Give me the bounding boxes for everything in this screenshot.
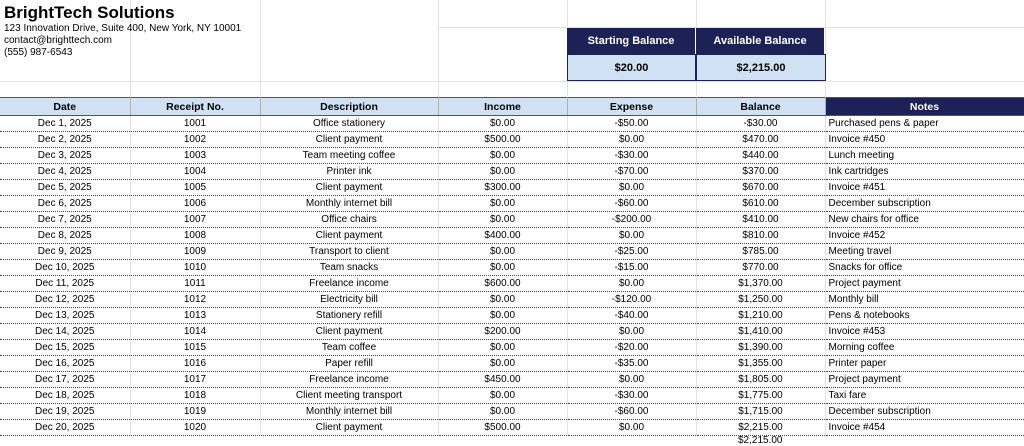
receipt-cell[interactable]: 1014 bbox=[130, 324, 260, 340]
date-cell[interactable]: Dec 19, 2025 bbox=[0, 404, 130, 420]
available-balance-value[interactable]: $2,215.00 bbox=[696, 54, 826, 81]
income-cell[interactable]: $0.00 bbox=[438, 292, 567, 308]
balance-cell[interactable]: $370.00 bbox=[696, 164, 825, 180]
receipt-cell[interactable]: 1018 bbox=[130, 388, 260, 404]
description-cell[interactable]: Office chairs bbox=[260, 212, 438, 228]
description-cell[interactable]: Client payment bbox=[260, 324, 438, 340]
table-row bbox=[0, 324, 1024, 340]
table-row bbox=[0, 292, 1024, 308]
notes-cell[interactable]: Printer paper bbox=[825, 356, 1024, 372]
income-cell[interactable]: $0.00 bbox=[438, 196, 567, 212]
notes-cell[interactable]: Invoice #451 bbox=[825, 180, 1024, 196]
receipt-cell[interactable]: 1013 bbox=[130, 308, 260, 324]
balance-cell[interactable]: $1,775.00 bbox=[696, 388, 825, 404]
notes-cell[interactable]: Snacks for office bbox=[825, 260, 1024, 276]
date-cell[interactable]: Dec 5, 2025 bbox=[0, 180, 130, 196]
income-cell[interactable]: $0.00 bbox=[438, 308, 567, 324]
column-header-balance[interactable]: Balance bbox=[696, 98, 825, 116]
table-row bbox=[0, 372, 1024, 388]
notes-cell[interactable]: December subscription bbox=[825, 404, 1024, 420]
income-cell[interactable]: $0.00 bbox=[438, 404, 567, 420]
column-header-income[interactable]: Income bbox=[438, 98, 567, 116]
description-cell[interactable]: Paper refill bbox=[260, 356, 438, 372]
date-cell[interactable]: Dec 3, 2025 bbox=[0, 148, 130, 164]
table-row bbox=[0, 404, 1024, 420]
table-row bbox=[0, 196, 1024, 212]
receipt-cell[interactable]: 1008 bbox=[130, 228, 260, 244]
date-cell[interactable]: Dec 6, 2025 bbox=[0, 196, 130, 212]
grid-line bbox=[825, 0, 826, 97]
balance-cell[interactable]: $1,250.00 bbox=[696, 292, 825, 308]
receipt-cell[interactable]: 1006 bbox=[130, 196, 260, 212]
income-cell[interactable]: $500.00 bbox=[438, 420, 567, 436]
expense-cell[interactable]: -$25.00 bbox=[567, 244, 696, 260]
balance-cell[interactable]: $670.00 bbox=[696, 180, 825, 196]
table-row bbox=[0, 260, 1024, 276]
income-cell[interactable]: $400.00 bbox=[438, 228, 567, 244]
balance-cell[interactable]: $785.00 bbox=[696, 244, 825, 260]
receipt-cell[interactable]: 1016 bbox=[130, 356, 260, 372]
table-row bbox=[0, 340, 1024, 356]
date-cell[interactable]: Dec 10, 2025 bbox=[0, 260, 130, 276]
date-cell[interactable]: Dec 1, 2025 bbox=[0, 116, 130, 132]
income-cell[interactable]: $0.00 bbox=[438, 212, 567, 228]
balance-cell[interactable]: $1,715.00 bbox=[696, 404, 825, 420]
income-cell[interactable]: $300.00 bbox=[438, 180, 567, 196]
expense-cell[interactable]: -$60.00 bbox=[567, 196, 696, 212]
table-row bbox=[0, 308, 1024, 324]
description-cell[interactable]: Client meeting transport bbox=[260, 388, 438, 404]
expense-cell[interactable]: $0.00 bbox=[567, 132, 696, 148]
receipt-cell[interactable]: 1010 bbox=[130, 260, 260, 276]
description-cell[interactable]: Team snacks bbox=[260, 260, 438, 276]
expense-cell[interactable]: -$120.00 bbox=[567, 292, 696, 308]
table-row bbox=[0, 212, 1024, 228]
receipt-cell[interactable]: 1011 bbox=[130, 276, 260, 292]
description-cell[interactable]: Office stationery bbox=[260, 116, 438, 132]
receipt-cell[interactable]: 1015 bbox=[130, 340, 260, 356]
table-row bbox=[0, 164, 1024, 180]
expense-cell[interactable]: $0.00 bbox=[567, 180, 696, 196]
expense-cell[interactable]: -$30.00 bbox=[567, 388, 696, 404]
balance-cell[interactable]: -$30.00 bbox=[696, 116, 825, 132]
income-cell[interactable]: $0.00 bbox=[438, 388, 567, 404]
income-cell[interactable]: $0.00 bbox=[438, 340, 567, 356]
notes-cell[interactable]: Invoice #454 bbox=[825, 420, 1024, 436]
date-cell[interactable]: Dec 11, 2025 bbox=[0, 276, 130, 292]
notes-cell[interactable]: December subscription bbox=[825, 196, 1024, 212]
balance-cell[interactable]: $1,355.00 bbox=[696, 356, 825, 372]
available-balance-label[interactable]: Available Balance bbox=[696, 28, 825, 54]
receipt-cell[interactable]: 1017 bbox=[130, 372, 260, 388]
company-email[interactable]: contact@brighttech.com bbox=[4, 35, 112, 46]
date-cell[interactable]: Dec 4, 2025 bbox=[0, 164, 130, 180]
date-cell[interactable]: Dec 20, 2025 bbox=[0, 420, 130, 436]
expense-cell[interactable]: -$60.00 bbox=[567, 404, 696, 420]
table-row bbox=[0, 276, 1024, 292]
company-address[interactable]: 123 Innovation Drive, Suite 400, New York, NY 10001 bbox=[4, 23, 242, 34]
date-cell[interactable]: Dec 8, 2025 bbox=[0, 228, 130, 244]
expense-cell[interactable]: $0.00 bbox=[567, 276, 696, 292]
table-row bbox=[0, 116, 1024, 132]
company-name[interactable]: BrightTech Solutions bbox=[4, 3, 175, 22]
description-cell[interactable]: Electricity bill bbox=[260, 292, 438, 308]
notes-cell[interactable]: Taxi fare bbox=[825, 388, 1024, 404]
expense-cell[interactable]: -$30.00 bbox=[567, 148, 696, 164]
receipt-cell[interactable]: 1019 bbox=[130, 404, 260, 420]
table-row bbox=[0, 420, 1024, 436]
date-cell[interactable]: Dec 12, 2025 bbox=[0, 292, 130, 308]
description-cell[interactable]: Monthly internet bill bbox=[260, 196, 438, 212]
balance-cell[interactable]: $1,390.00 bbox=[696, 340, 825, 356]
income-cell[interactable]: $0.00 bbox=[438, 116, 567, 132]
receipt-cell[interactable]: 1020 bbox=[130, 420, 260, 436]
income-cell[interactable]: $450.00 bbox=[438, 372, 567, 388]
expense-cell[interactable]: $0.00 bbox=[567, 372, 696, 388]
income-cell[interactable]: $0.00 bbox=[438, 164, 567, 180]
notes-cell[interactable]: Morning coffee bbox=[825, 340, 1024, 356]
starting-balance-value[interactable]: $20.00 bbox=[567, 54, 696, 81]
receipt-cell[interactable]: 1005 bbox=[130, 180, 260, 196]
receipt-cell[interactable]: 1001 bbox=[130, 116, 260, 132]
notes-cell[interactable]: Pens & notebooks bbox=[825, 308, 1024, 324]
table-row bbox=[0, 228, 1024, 244]
date-cell[interactable]: Dec 13, 2025 bbox=[0, 308, 130, 324]
notes-cell[interactable]: Project payment bbox=[825, 372, 1024, 388]
starting-balance-label[interactable]: Starting Balance bbox=[567, 28, 696, 54]
expense-cell[interactable]: -$70.00 bbox=[567, 164, 696, 180]
header-row bbox=[0, 98, 1024, 116]
receipt-cell[interactable]: 1004 bbox=[130, 164, 260, 180]
date-cell[interactable]: Dec 15, 2025 bbox=[0, 340, 130, 356]
income-cell[interactable]: $600.00 bbox=[438, 276, 567, 292]
date-cell[interactable]: Dec 17, 2025 bbox=[0, 372, 130, 388]
expense-cell[interactable]: $0.00 bbox=[567, 420, 696, 436]
date-cell[interactable]: Dec 2, 2025 bbox=[0, 132, 130, 148]
date-cell[interactable]: Dec 16, 2025 bbox=[0, 356, 130, 372]
grid-line bbox=[438, 0, 439, 97]
description-cell[interactable]: Freelance income bbox=[260, 372, 438, 388]
expense-cell[interactable]: -$35.00 bbox=[567, 356, 696, 372]
receipt-cell[interactable]: 1007 bbox=[130, 212, 260, 228]
ledger-body bbox=[0, 116, 1024, 436]
income-cell[interactable]: $0.00 bbox=[438, 244, 567, 260]
income-cell[interactable]: $0.00 bbox=[438, 356, 567, 372]
column-header-description[interactable]: Description bbox=[260, 98, 438, 116]
notes-cell[interactable]: Invoice #452 bbox=[825, 228, 1024, 244]
balance-cell[interactable]: $470.00 bbox=[696, 132, 825, 148]
income-cell[interactable]: $0.00 bbox=[438, 148, 567, 164]
receipt-cell[interactable]: 1012 bbox=[130, 292, 260, 308]
description-cell[interactable]: Printer ink bbox=[260, 164, 438, 180]
balance-cell[interactable]: $2,215.00 bbox=[696, 420, 825, 436]
column-header-notes[interactable]: Notes bbox=[825, 98, 1024, 116]
notes-cell[interactable]: Invoice #453 bbox=[825, 324, 1024, 340]
description-cell[interactable]: Team meeting coffee bbox=[260, 148, 438, 164]
partial-row-balance[interactable]: $2,215.00 bbox=[738, 435, 783, 446]
column-header-receipt[interactable]: Receipt No. bbox=[130, 98, 260, 116]
table-row bbox=[0, 388, 1024, 404]
balance-cell[interactable]: $610.00 bbox=[696, 196, 825, 212]
balance-cell[interactable]: $1,805.00 bbox=[696, 372, 825, 388]
balance-cell[interactable]: $1,370.00 bbox=[696, 276, 825, 292]
description-cell[interactable]: Client payment bbox=[260, 228, 438, 244]
description-cell[interactable]: Stationery refill bbox=[260, 308, 438, 324]
description-cell[interactable]: Transport to client bbox=[260, 244, 438, 260]
expense-cell[interactable]: -$50.00 bbox=[567, 116, 696, 132]
date-cell[interactable]: Dec 9, 2025 bbox=[0, 244, 130, 260]
ledger-table bbox=[0, 97, 1024, 436]
expense-cell[interactable]: -$200.00 bbox=[567, 212, 696, 228]
balance-cell[interactable]: $1,410.00 bbox=[696, 324, 825, 340]
table-row bbox=[0, 132, 1024, 148]
notes-cell[interactable]: Meeting travel bbox=[825, 244, 1024, 260]
receipt-cell[interactable]: 1009 bbox=[130, 244, 260, 260]
description-cell[interactable]: Team coffee bbox=[260, 340, 438, 356]
expense-cell[interactable]: -$15.00 bbox=[567, 260, 696, 276]
balance-cell[interactable]: $410.00 bbox=[696, 212, 825, 228]
notes-cell[interactable]: Ink cartridges bbox=[825, 164, 1024, 180]
description-cell[interactable]: Client payment bbox=[260, 132, 438, 148]
balance-cell[interactable]: $440.00 bbox=[696, 148, 825, 164]
notes-cell[interactable]: Project payment bbox=[825, 276, 1024, 292]
notes-cell[interactable]: New chairs for office bbox=[825, 212, 1024, 228]
notes-cell[interactable]: Invoice #450 bbox=[825, 132, 1024, 148]
grid-line bbox=[260, 0, 261, 97]
date-cell[interactable]: Dec 18, 2025 bbox=[0, 388, 130, 404]
description-cell[interactable]: Client payment bbox=[260, 420, 438, 436]
expense-cell[interactable]: -$40.00 bbox=[567, 308, 696, 324]
balance-cell[interactable]: $810.00 bbox=[696, 228, 825, 244]
income-cell[interactable]: $0.00 bbox=[438, 260, 567, 276]
description-cell[interactable]: Freelance income bbox=[260, 276, 438, 292]
company-phone[interactable]: (555) 987-6543 bbox=[4, 47, 73, 58]
date-cell[interactable]: Dec 14, 2025 bbox=[0, 324, 130, 340]
table-row bbox=[0, 180, 1024, 196]
notes-cell[interactable]: Lunch meeting bbox=[825, 148, 1024, 164]
expense-cell[interactable]: $0.00 bbox=[567, 324, 696, 340]
description-cell[interactable]: Client payment bbox=[260, 180, 438, 196]
date-cell[interactable]: Dec 7, 2025 bbox=[0, 212, 130, 228]
table-row bbox=[0, 148, 1024, 164]
notes-cell[interactable]: Monthly bill bbox=[825, 292, 1024, 308]
income-cell[interactable]: $500.00 bbox=[438, 132, 567, 148]
balance-cell[interactable]: $1,210.00 bbox=[696, 308, 825, 324]
notes-cell[interactable]: Purchased pens & paper bbox=[825, 116, 1024, 132]
table-row bbox=[0, 356, 1024, 372]
description-cell[interactable]: Monthly internet bill bbox=[260, 404, 438, 420]
table-row bbox=[0, 244, 1024, 260]
column-header-date[interactable]: Date bbox=[0, 98, 130, 116]
balance-cell[interactable]: $770.00 bbox=[696, 260, 825, 276]
receipt-cell[interactable]: 1003 bbox=[130, 148, 260, 164]
grid-line bbox=[0, 81, 1024, 82]
company-info bbox=[4, 3, 241, 59]
receipt-cell[interactable]: 1002 bbox=[130, 132, 260, 148]
column-header-expense[interactable]: Expense bbox=[567, 98, 696, 116]
income-cell[interactable]: $200.00 bbox=[438, 324, 567, 340]
expense-cell[interactable]: -$20.00 bbox=[567, 340, 696, 356]
expense-cell[interactable]: $0.00 bbox=[567, 228, 696, 244]
